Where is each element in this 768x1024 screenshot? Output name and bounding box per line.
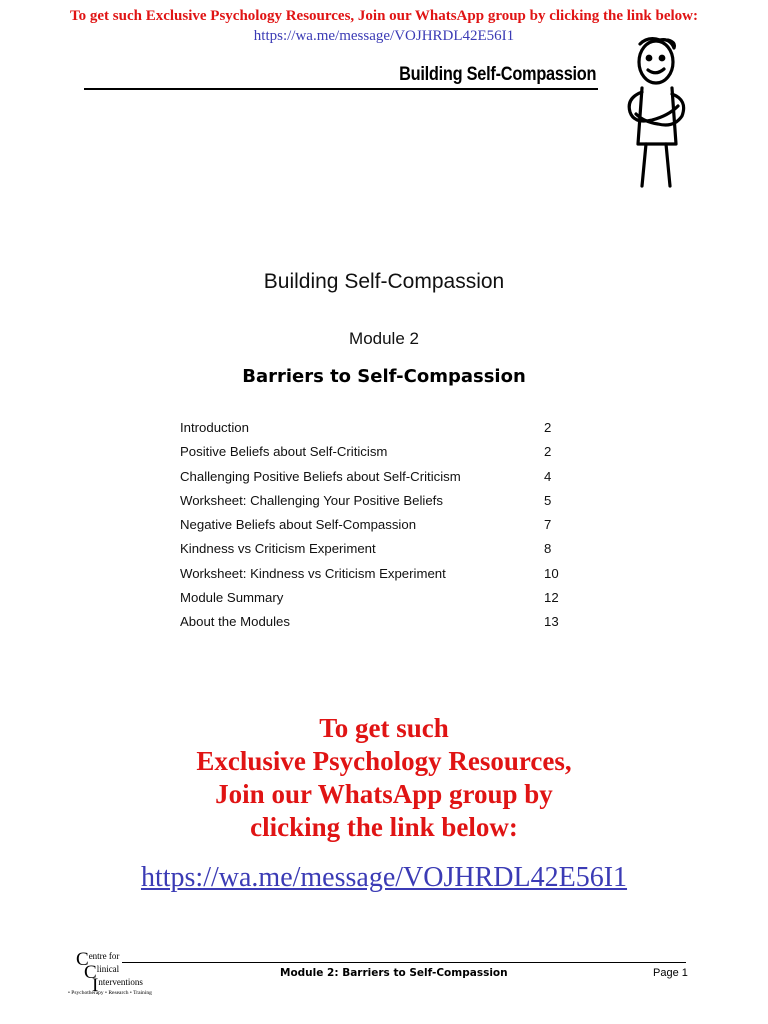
whatsapp-link-top[interactable]: https://wa.me/message/VOJHRDL42E56I1 [253,28,515,44]
promo-callout [0,712,768,844]
toc-title: Positive Beliefs about Self-Criticism [180,444,388,460]
document-title: Building Self-Compassion [263,270,505,293]
table-of-contents [180,420,564,639]
header-divider [84,88,598,90]
toc-row[interactable] [180,493,564,517]
logo-line: Clinical [84,962,120,983]
promo-banner-text: To get such Exclusive Psychology Resources, Join our WhatsApp group by clicking the link below: [69,8,698,24]
stick-figure-illustration [618,36,698,190]
toc-page: 4 [544,468,552,484]
toc-page: 2 [544,444,552,460]
promo-line: Exclusive Psychology Resources, [196,746,572,776]
toc-row[interactable] [180,517,564,541]
footer-module-title: Module 2: Barriers to Self-Compassion [280,967,508,979]
toc-title: Negative Beliefs about Self-Compassion [180,517,417,533]
header-title: Building Self-Compassion [398,64,596,85]
toc-title: Worksheet: Challenging Your Positive Beliefs [180,492,443,508]
toc-title: Kindness vs Criticism Experiment [180,541,376,557]
promo-line: To get such [319,713,449,743]
toc-page: 5 [544,492,552,508]
toc-title: Module Summary [180,590,284,606]
toc-row[interactable] [180,541,564,565]
logo-line: Interventions [92,975,143,996]
toc-row[interactable] [180,469,564,493]
footer-page-number: Page 1 [653,967,688,979]
toc-page: 12 [544,590,559,606]
cci-logo [62,950,182,998]
logo-line: Centre for [76,949,120,970]
promo-line: clicking the link below: [250,812,518,842]
toc-page: 2 [544,420,552,435]
footer-divider [122,962,686,963]
whatsapp-link-big[interactable]: https://wa.me/message/VOJHRDL42E56I1 [140,862,628,893]
toc-title: About the Modules [180,614,290,630]
toc-row[interactable] [180,444,564,468]
toc-title: Introduction [180,420,249,435]
toc-page: 10 [544,565,559,581]
toc-title: Challenging Positive Beliefs about Self-Criticism [180,468,461,484]
toc-row[interactable] [180,614,564,638]
logo-tagline: • Psychotherapy • Research • Training [68,990,152,996]
toc-row[interactable] [180,566,564,590]
module-heading: Barriers to Self-Compassion [242,366,526,387]
toc-page: 8 [544,541,552,557]
module-label: Module 2 [349,329,419,348]
toc-row[interactable] [180,420,564,444]
toc-row[interactable] [180,590,564,614]
toc-page: 13 [544,614,559,630]
toc-title: Worksheet: Kindness vs Criticism Experiment [180,565,446,581]
promo-line: Join our WhatsApp group by [215,779,553,809]
toc-page: 7 [544,517,552,533]
